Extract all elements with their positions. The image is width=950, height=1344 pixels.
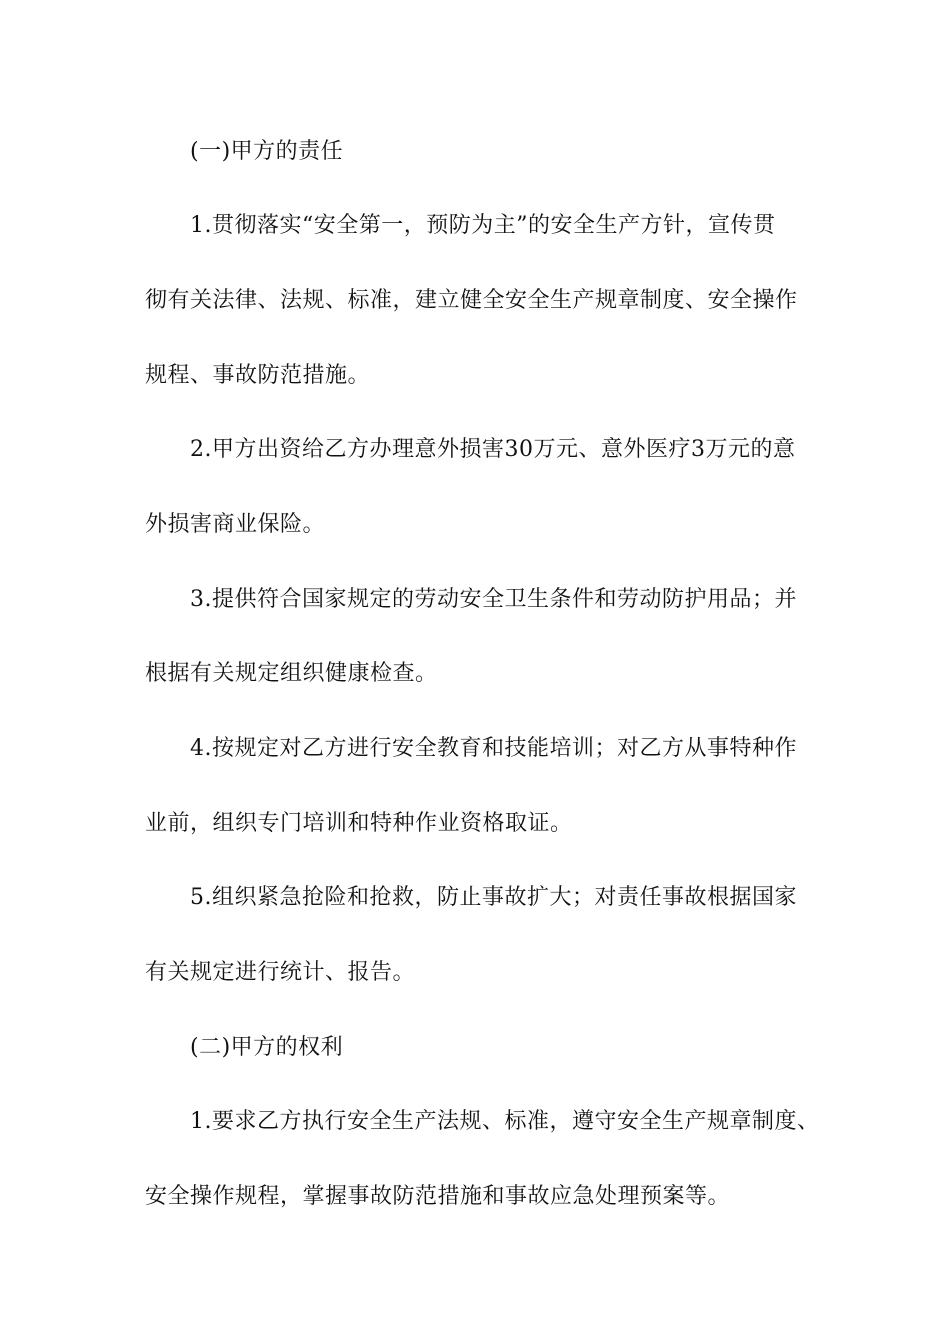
paragraph-line: 规程、事故防范措施。 bbox=[145, 363, 371, 388]
section-heading-party-a-rights: (二)甲方的权利 bbox=[190, 1035, 344, 1060]
paragraph-line: 1.贯彻落实“安全第一，预防为主”的安全生产方针，宣传贯 bbox=[190, 213, 776, 238]
paragraph-line: 1.要求乙方执行安全生产法规、标准，遵守安全生产规章制度、 bbox=[190, 1109, 820, 1134]
paragraph-line: 安全操作规程，掌握事故防范措施和事故应急处理预案等。 bbox=[145, 1184, 731, 1209]
paragraph-line: 4.按规定对乙方进行安全教育和技能培训；对乙方从事特种作 bbox=[190, 736, 797, 761]
paragraph-line: 根据有关规定组织健康检查。 bbox=[145, 661, 438, 686]
section-heading-party-a-responsibilities: (一)甲方的责任 bbox=[190, 139, 344, 164]
paragraph-line: 2.甲方出资给乙方办理意外损害30万元、意外医疗3万元的意 bbox=[190, 437, 796, 462]
paragraph-line: 有关规定进行统计、报告。 bbox=[145, 960, 416, 985]
paragraph-line: 业前，组织专门培训和特种作业资格取证。 bbox=[145, 811, 573, 836]
paragraph-line: 5.组织紧急抢险和抢救，防止事故扩大；对责任事故根据国家 bbox=[190, 885, 797, 910]
paragraph-line: 彻有关法律、法规、标准，建立健全安全生产规章制度、安全操作 bbox=[145, 288, 798, 313]
paragraph-line: 外损害商业保险。 bbox=[145, 512, 326, 537]
paragraph-line: 3.提供符合国家规定的劳动安全卫生条件和劳动防护用品；并 bbox=[190, 587, 797, 612]
